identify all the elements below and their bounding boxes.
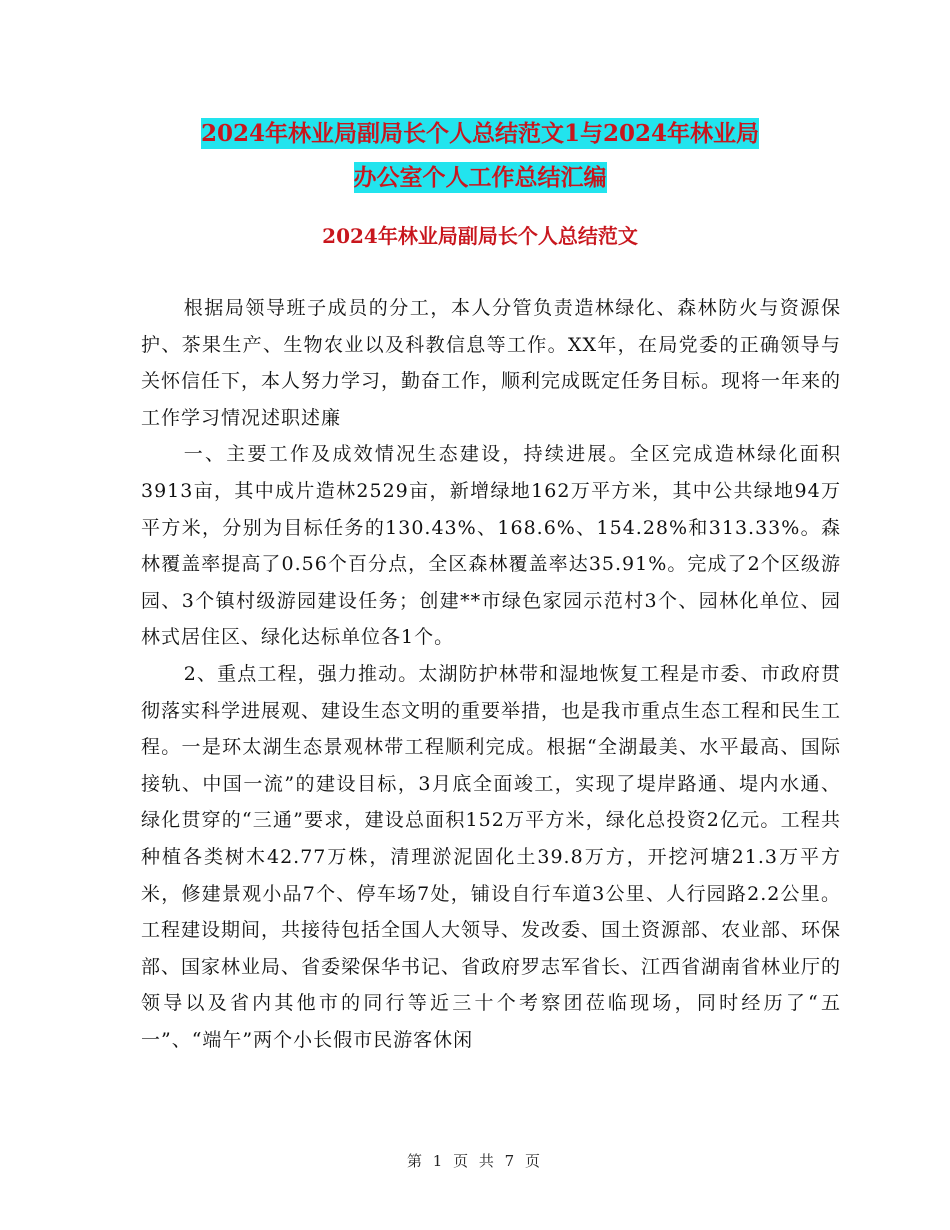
paragraph-1: 根据局领导班子成员的分工，本人分管负责造林绿化、森林防火与资源保护、茶果生产、生物农业以及科教信息等工作。XX年，在局党委的正确领导与关怀信任下，本人努力学习，勤奋工作，顺利完成既定任务目标。现将一年来的工作学习情况述职述廉	[141, 297, 842, 429]
document-title	[100, 112, 860, 200]
paragraph-2: 一、主要工作及成效情况生态建设，持续进展。全区完成造林绿化面积3913亩，其中成片造林2529亩，新增绿地162万平方米，其中公共绿地94万平方米，分别为目标任务的130.43%、168.6%、154.28%和313.33%。森林覆盖率提高了0.56个百分点，全区森林覆盖率达35.91%。完成了2个区级游园、3个镇村级游园建设任务；创建**市绿色家园示范村3个、园林化单位、园林式居住区、绿化达标单位各1个。	[141, 443, 841, 649]
paragraph-3: 2、重点工程，强力推动。太湖防护林带和湿地恢复工程是市委、市政府贯彻落实科学进展观、建设生态文明的重要举措，也是我市重点生态工程和民生工程。一是环太湖生态景观林带工程顺利完成。根据“全湖最美、水平最高、国际接轨、中国一流”的建设目标，3月底全面竣工，实现了堤岸路通、堤内水通、绿化贯穿的“三通”要求，建设总面积152万平方米，绿化总投资2亿元。工程共种植各类树木42.77万株，清理淤泥固化土39.8万方，开挖河塘21.3万平方米，修建景观小品7个、停车场7处，铺设自行车道3公里、人行园路2.2公里。工程建设期间，共接待包括全国人大领导、发改委、国土资源部、农业部、环保部、国家林业局、省委梁保华书记、省政府罗志军省长、江西省湖南省林业厅的领导以及省内其他市的同行等近三十个考察团莅临现场，同时经历了“五一”、“端午”两个小长假市民游客休闲	[141, 662, 842, 1051]
section-title: 2024年林业局副局长个人总结范文	[322, 224, 638, 248]
document-body	[141, 290, 841, 1058]
document-title-line-2: 办公室个人工作总结汇编	[353, 164, 607, 191]
document-title-line-1: 2024年林业局副局长个人总结范文1与2024年林业局	[200, 120, 760, 147]
page-footer: 第 1 页 共 7 页	[407, 1152, 543, 1170]
